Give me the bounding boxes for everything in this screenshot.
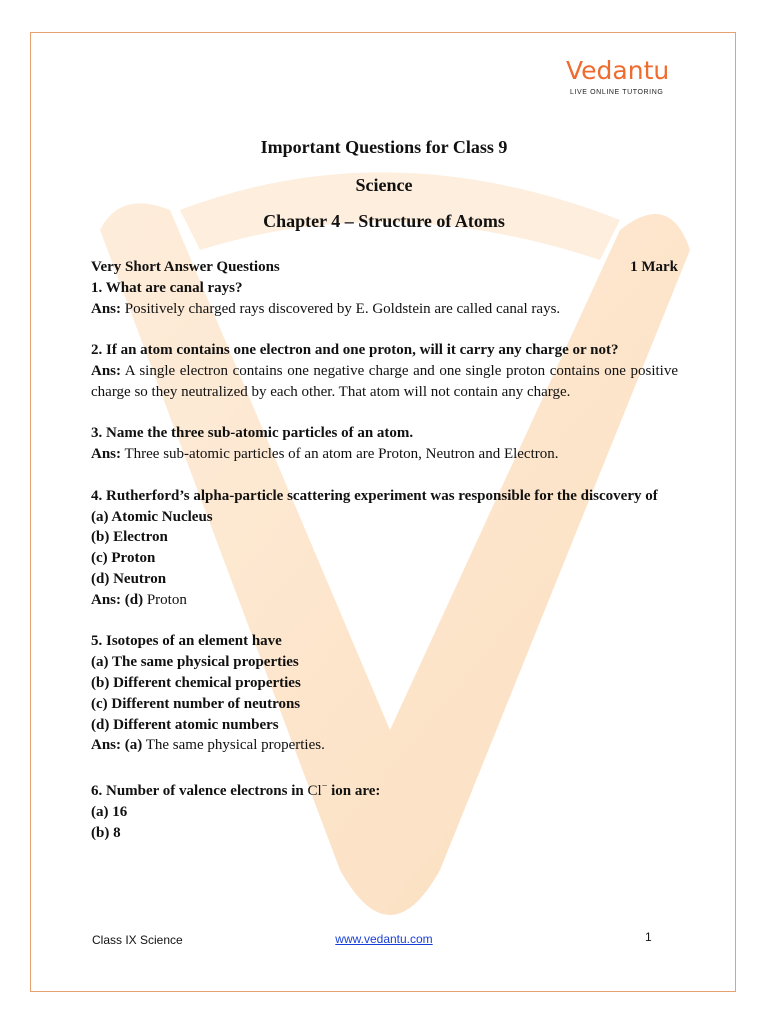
question-text: ion are: <box>327 782 381 799</box>
answer-text: Proton <box>143 591 187 608</box>
option-6a: (a) 16 <box>91 803 128 820</box>
option-5c: (c) Different number of neutrons <box>91 695 301 712</box>
ion-charge: − <box>321 780 328 792</box>
question-3: 3. Name the three sub-atomic particles of an atom. <box>91 425 414 442</box>
footer-website-link[interactable] <box>0 932 768 946</box>
questions-content <box>91 257 678 843</box>
chloride-ion: Cl <box>307 782 322 799</box>
answer-label: Ans: (a) <box>91 737 143 754</box>
answer-label: Ans: <box>91 300 122 317</box>
option-6b: (b) 8 <box>91 824 121 841</box>
question-4: 4. Rutherford’s alpha-particle scattering experiment was responsible for the discovery of <box>91 487 658 504</box>
option-4b: (b) Electron <box>91 529 168 546</box>
option-5d: (d) Different atomic numbers <box>91 716 279 733</box>
answer-5 <box>91 735 678 756</box>
page-chapter: Chapter 4 – Structure of Atoms <box>263 211 505 231</box>
answer-label: Ans: <box>91 446 122 463</box>
footer-class-label: Class IX Science <box>92 933 183 947</box>
page-number: 1 <box>645 930 652 944</box>
vedantu-logo <box>566 56 678 100</box>
logo-tagline: LIVE ONLINE TUTORING <box>570 89 664 96</box>
option-4d: (d) Neutron <box>91 570 167 587</box>
question-6 <box>91 777 678 802</box>
answer-text: The same physical properties. <box>142 737 325 754</box>
section-heading: Very Short Answer Questions <box>91 259 280 275</box>
question-2: 2. If an atom contains one electron and one proton, will it carry any charge or not? <box>91 342 619 359</box>
answer-label: Ans: (d) <box>91 591 144 608</box>
option-5b: (b) Different chemical properties <box>91 674 301 691</box>
answer-text: A single electron contains one negative charge and one single proton contains one positive charge so they neutralized by each other. That atom will not contain any charge. <box>91 362 678 400</box>
page-title: Important Questions for Class 9 <box>260 137 508 157</box>
answer-text: Positively charged rays discovered by E. Goldstein are called canal rays. <box>121 300 561 317</box>
answer-3 <box>91 444 678 465</box>
answer-4 <box>91 590 678 611</box>
section-heading-row <box>91 257 678 278</box>
page-subject: Science <box>355 175 413 195</box>
answer-label: Ans: <box>91 362 122 379</box>
section-marks: 1 Mark <box>630 259 678 275</box>
question-1: 1. What are canal rays? <box>91 279 243 296</box>
option-4c: (c) Proton <box>91 550 156 567</box>
question-5: 5. Isotopes of an element have <box>91 633 282 650</box>
logo-wordmark: Vedantu <box>566 56 670 85</box>
answer-2 <box>91 361 678 403</box>
question-text: 6. Number of valence electrons in <box>91 782 308 799</box>
footer-link-text[interactable]: www.vedantu.com <box>335 932 433 946</box>
option-5a: (a) The same physical properties <box>91 654 299 671</box>
answer-1 <box>91 299 678 320</box>
option-4a: (a) Atomic Nucleus <box>91 508 213 525</box>
answer-text: Three sub-atomic particles of an atom are Proton, Neutron and Electron. <box>121 446 559 463</box>
